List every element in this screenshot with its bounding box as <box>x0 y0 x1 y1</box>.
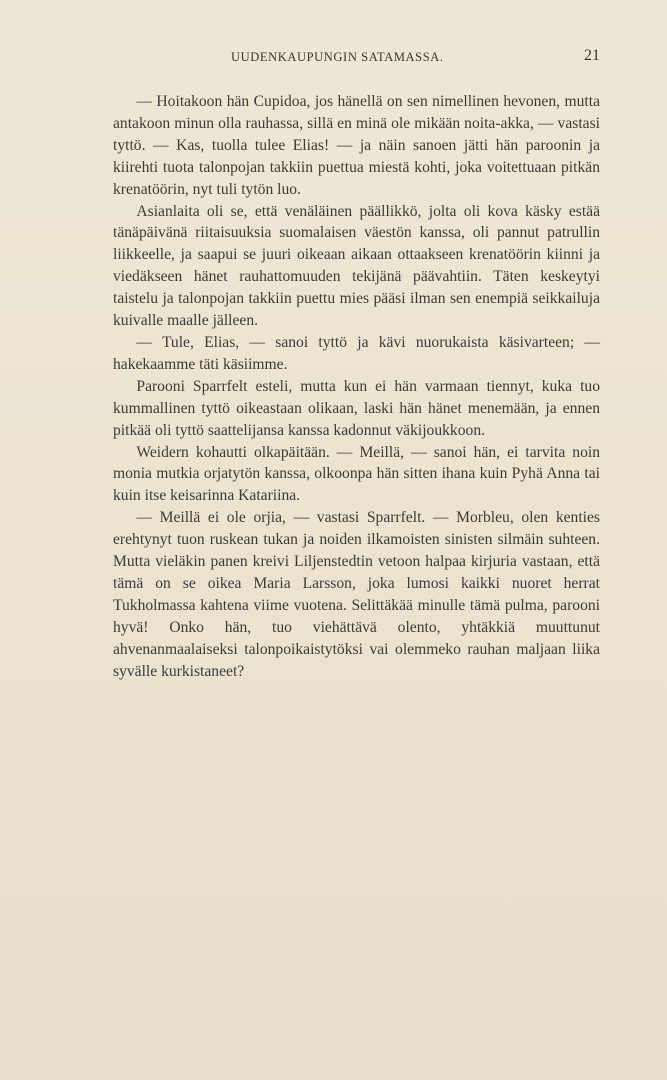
paragraph-4: Parooni Sparrfelt esteli, mutta kun ei hän varmaan tiennyt, kuka tuo kummallinen tyttö oikeastaan olikaan, laski hän hänet menemään, ja ennen pitkää oli tyttö saattelijansa kanssa kadonnut väkijoukkoon. <box>113 377 600 439</box>
paragraph-1: — Hoitakoon hän Cupidoa, jos hänellä on sen nimellinen hevonen, mutta antakoon minun olla rauhassa, sillä en minä ole mikään noita-akka, — vastasi tyttö. — Kas, tuolla tulee Elias! — ja näin sanoen jätti hän paroonin ja kiirehti tuota talonpojan takkiin puettua miestä kohti, joka voitettuaan pitkän krenatöörin, nyt tuli tytön luo. <box>113 93 600 198</box>
paragraph-2: Asianlaita oli se, että venäläinen päällikkö, jolta oli kova käsky estää tänäpäivänä riitaisuuksia suomalaisen väestön kanssa, oli pannut patrullin liikkeelle, ja saapui se juuri oikeaan aikaan ottaakseen krenatöörin kiinni ja viedäkseen hänet rauhattomuuden tekijänä päävahtiin. Täten keskeytyi taistelu ja talonpojan takkiin puettu mies pääsi ilman sen enempiä seikkailuja kuivalle maalle jälleen. <box>113 202 600 330</box>
paragraph-6: — Meillä ei ole orjia, — vastasi Sparrfelt. — Morbleu, olen kenties erehtynyt tuon ruskean tukan ja noiden ilkamoisten sinisten silmäin suhteen. Mutta vieläkin panen kreivi Liljenstedtin vetoon halpaa kirjuria vastaan, että tämä on se oikea Maria Larsson, joka lumosi kaikki nuoret herrat Tukholmassa kahtena viime vuotena. Selittäkää minulle tämä pulma, parooni hyvä! Onko hän, tuo viehättävä olento, yhtäkkiä muuttunut ahvenanmaalaiseksi talonpoikaistytöksi vai olemmeko rauhan maljaan liika syvälle kurkistaneet? <box>113 509 600 680</box>
body-text <box>113 91 600 682</box>
paragraph-5: Weidern kohautti olkapäitään. — Meillä, — sanoi hän, ei tarvita noin monia mutkia orjatytön kanssa, olkoonpa hän sitten ihana kuin Pyhä Anna tai kuin itse keisarinna Katariina. <box>113 443 600 505</box>
running-head <box>113 47 600 70</box>
page-number: 21 <box>584 47 600 64</box>
paragraph-3: — Tule, Elias, — sanoi tyttö ja kävi nuorukaista käsivarteen; — hakekaamme täti käsiimme. <box>113 333 600 373</box>
running-title: UUDENKAUPUNGIN SATAMASSA. <box>231 50 444 64</box>
